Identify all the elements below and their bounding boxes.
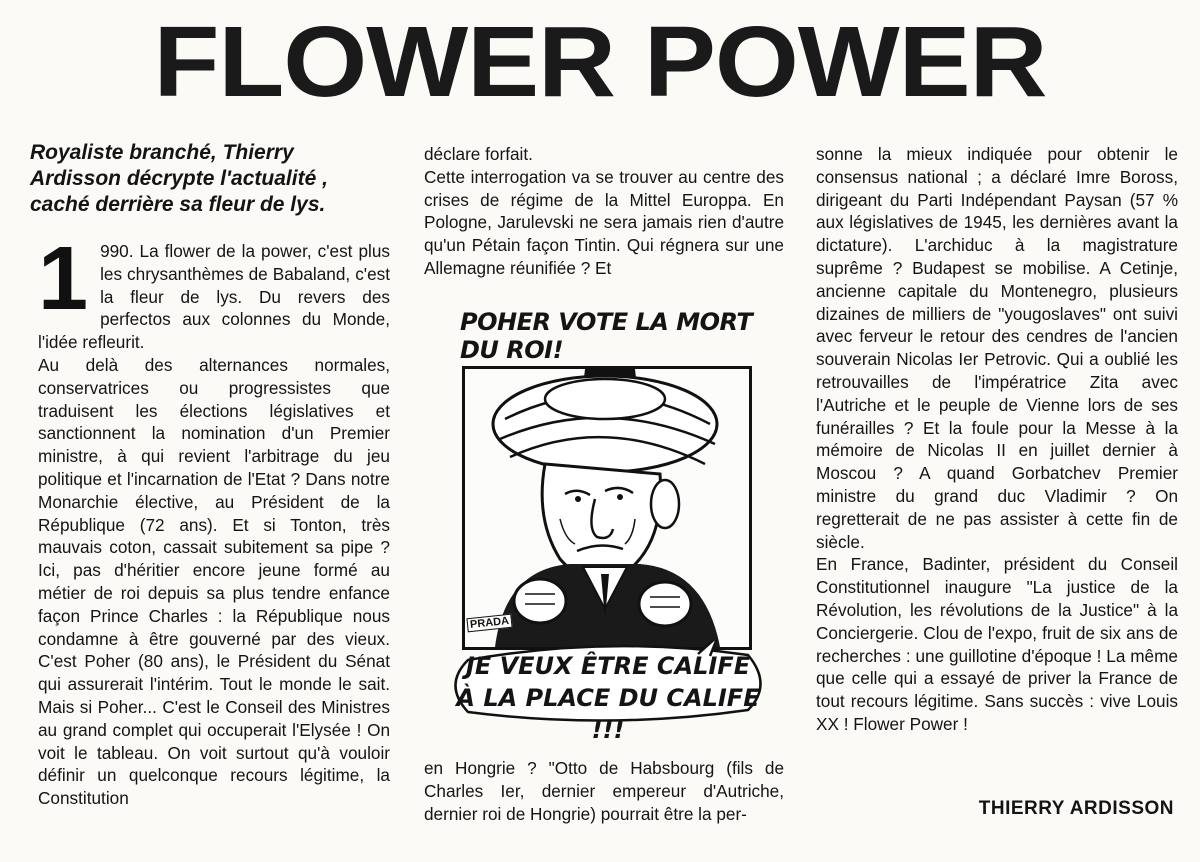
- cartoon-illustration: [462, 366, 752, 650]
- article-column-1: [38, 229, 390, 810]
- paragraph: Au delà des alternances normales, conservatrices ou progressistes que traduisent les élections législatives et sanctionnent la nomination d'un Premier ministre, à qui revient l'arbitrage du jeu politique et l'incarnation de l'Etat ? Dans notre Monarchie élective, au Président de la République (72 ans). Et si Tonton, très mauvais coton, cassait subitement sa pipe ? Ici, pas d'héritier encore jeune formé au métier de roi depuis sa plus tendre enfance façon Prince Charles : la République nous condamne à être gouverné par des vieux. C'est Poher (80 ans), le Président du Sénat qui assurerait l'intérim. Tout le monde le sait. Mais si Poher... C'est le Conseil des Ministres au grand complet qui occuperait l'Elysée ! On voit le tableau. On voit surtout qu'à vouloir définir un quelconque recours légitime, la Constitution: [38, 354, 390, 809]
- artist-signature: PRADA: [466, 614, 512, 633]
- bubble-line: JE VEUX ÊTRE CALIFE: [465, 652, 751, 680]
- article-column-2-top: [424, 143, 784, 280]
- lead-line: Ardisson décrypte l'actualité ,: [30, 167, 328, 190]
- lead-intro: [30, 140, 375, 218]
- author-byline: THIERRY ARDISSON: [978, 798, 1174, 819]
- caricature-drawing: [465, 369, 749, 647]
- paragraph: en Hongrie ? "Otto de Habsbourg (fils de Charles Ier, dernier empereur d'Autriche, dernier roi de Hongrie) pourrait être la per-: [424, 758, 784, 824]
- lead-line: caché derrière sa fleur de lys.: [30, 193, 326, 216]
- article-column-2-bottom: [424, 757, 784, 825]
- paragraph: sonne la mieux indiquée pour obtenir le consensus national ; a déclaré Imre Boross, dirigeant du Parti Indépendant Paysan (57 % aux législatives de 1945, les dernières avant la dictature). L'archiduc à la magistrature suprême ? Budapest se mobilise. A Cetinje, ancienne capitale du Montenegro, plusieurs dizaines de milliers de "yougoslaves" ont suivi avec ferveur le retour des cendres de l'ancien souverain Nicolas Ier Petrovic. Qui a oublié les retrouvailles de l'impératrice Zita avec l'Autriche et le peuple de Vienne lors de ses funérailles ? Et la foule pour la Messe à la mémoire de Nicolas II en juillet dernier à Moscou ? A quand Gorbatchev Premier ministre du grand duc Vladimir ? On regretterait de ne pas assister à cette fin de siècle.: [816, 144, 1178, 552]
- paragraph: En France, Badinter, président du Conseil Constitutionnel inaugure "La justice de la Révolution, les révolutions de la Justice" à la Conciergerie. Clou de l'expo, fruit de six ans de recherches : une guillotine d'époque ! La même que celle qui a essayé de priver la France de tout recours légitime. Sans succès : vive Louis XX ! Flower Power !: [816, 554, 1178, 734]
- lead-line: Royaliste branché, Thierry: [30, 141, 294, 164]
- speech-bubble-text: [448, 650, 768, 746]
- bubble-line: À LA PLACE DU CALIFE !!!: [456, 684, 760, 744]
- paragraph: déclare forfait.: [424, 144, 533, 164]
- drop-cap: 1: [38, 229, 89, 329]
- paragraph: 990. La flower de la power, c'est plus les chrysanthèmes de Babaland, c'est la fleur de lys. Du revers des perfectos aux colonnes du Monde, l'idée refleurit.: [38, 241, 390, 353]
- cartoon-title: POHER VOTE LA MORT DU ROI!: [460, 308, 753, 364]
- article-column-3: [816, 143, 1178, 736]
- paragraph: Cette interrogation va se trouver au centre des crises de régime de la Mittel Europpa. En Pologne, Jarulevski ne sera jamais rien d'autre qu'un Pétain façon Tintin. Qui régnera sur une Allemagne réunifiée ? Et: [424, 166, 784, 278]
- headline: FLOWER POWER: [153, 6, 1047, 118]
